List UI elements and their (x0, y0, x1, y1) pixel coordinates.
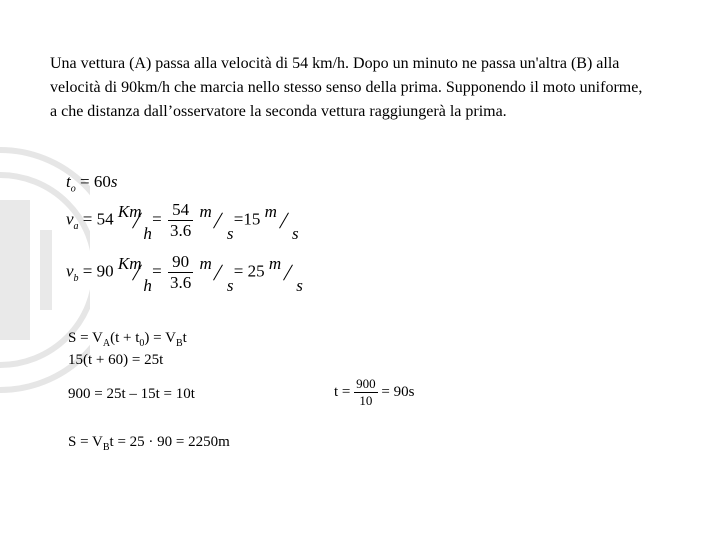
unit-km-per-h: Km h (117, 201, 152, 243)
vb-equation: $v_b = 90$ Km h = $\frac{90}{3.6}$ m s = 25 m s (66, 252, 303, 295)
solution-line-1: $S = V_A(t + t_0) = V_Bt$ (68, 330, 187, 349)
solution-line-2: 15(t + 60) = 25t (68, 352, 164, 368)
vb-fraction: $\frac{90}{3.6}$ (169, 252, 192, 292)
va-equation: $v_a = 54$ Km h = $\frac{54}{3.6}$ m s =15 m s (66, 200, 299, 243)
unit-km-per-h: Km h (117, 253, 152, 295)
solution-line-4: $S = V_Bt = 25 \cdot 90 = 2250m$ (68, 434, 230, 453)
unit-m-per-s: m s (199, 253, 234, 295)
t-fraction: $\frac{900}{10}$ (356, 376, 376, 408)
va-fraction: $\frac{54}{3.6}$ (169, 200, 192, 240)
unit-m-per-s: m s (268, 253, 303, 295)
problem-statement: Una vettura (A) passa alla velocità di 54 km/h. Dopo un minuto ne passa un'altra (B) alla velocità di 90km/h che marcia nello stesso senso della prima. Supponendo il moto uniforme, a che distanza dall’osservatore la seconda vettura raggiungerà la prima. (50, 55, 643, 120)
t-result: t = $\frac{900}{10}$ = 90s (334, 376, 415, 408)
t0-equation: $t_o = 60s$ (66, 172, 118, 195)
unit-m-per-s: m s (199, 201, 234, 243)
unit-m-per-s: m s (264, 201, 299, 243)
solution-line-3: 900 = 25t – 15t = 10t (68, 386, 195, 402)
